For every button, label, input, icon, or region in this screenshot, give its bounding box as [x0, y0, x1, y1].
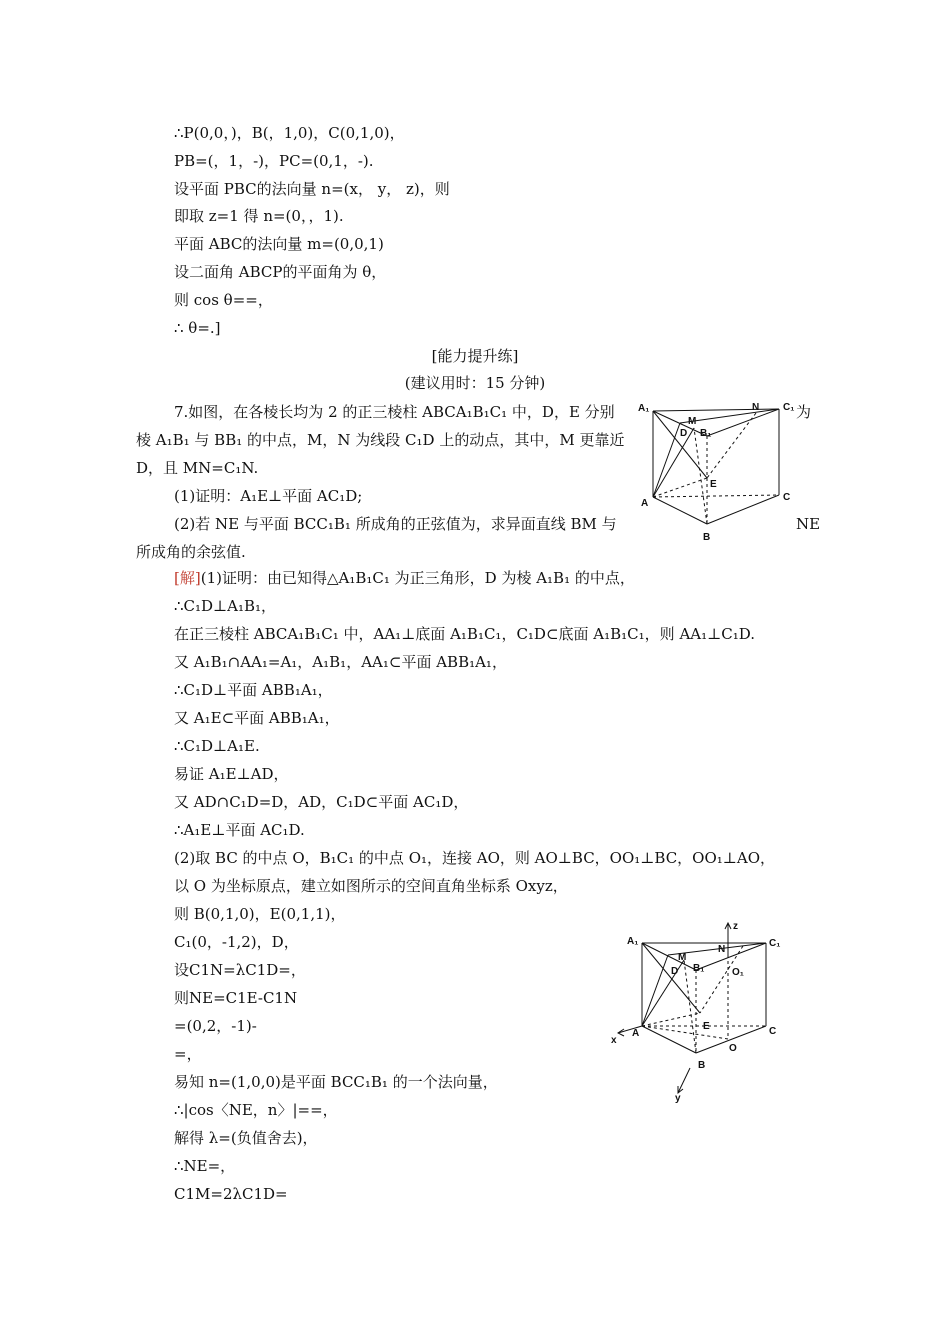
solution-line: (2)取 BC 的中点 O，B₁C₁ 的中点 O₁，连接 AO，则 AO⊥BC，OO₁⊥BC，OO₁⊥AO，: [174, 849, 776, 867]
solution-line: 易知 n=(1,0,0)是平面 BCC₁B₁ 的一个法向量，: [174, 1073, 498, 1091]
vertex-label: A: [632, 1028, 640, 1039]
solution-line: ∴C₁D⊥A₁E.: [174, 737, 260, 755]
vertex-label: C: [769, 1026, 777, 1037]
vertex-label: N: [752, 402, 760, 413]
vertex-label: O: [729, 1043, 737, 1054]
prism-figure: [636, 398, 796, 548]
vertex-label: E: [710, 479, 717, 490]
vertex-label: O₁: [732, 967, 744, 978]
vertex-label: N: [718, 944, 726, 955]
solution-line: ∴|cos〈NE，n〉|==，: [174, 1101, 338, 1119]
solution-line: ∴C₁D⊥平面 ABB₁A₁，: [174, 681, 333, 699]
text-line: ∴ θ=.]: [174, 319, 221, 337]
vertex-label: M: [678, 952, 687, 963]
coordinate-prism-figure: [608, 915, 788, 1103]
solution-line: 在正三棱柱 ABCA₁B₁C₁ 中，AA₁⊥底面 A₁B₁C₁，C₁D⊂底面 A₁B₁C₁，则 AA₁⊥C₁D.: [174, 625, 755, 643]
problem-aside: NE: [796, 515, 821, 533]
solution-line: 以 O 为坐标原点，建立如图所示的空间直角坐标系 Oxyz，: [174, 877, 568, 895]
text-line: 则 cos θ==，: [174, 291, 273, 309]
vertex-label: M: [688, 416, 697, 427]
vertex-label: E: [703, 1021, 710, 1032]
problem-line: (1)证明：A₁E⊥平面 AC₁D;: [174, 487, 363, 505]
section-time: (建议用时：15 分钟): [404, 374, 546, 392]
vertex-label: D: [680, 428, 688, 439]
solution-line: =(0,2，-1)-: [174, 1017, 257, 1035]
solution-first-line: [174, 568, 635, 588]
vertex-label: A₁: [638, 403, 650, 414]
axis-label: x: [611, 1035, 617, 1046]
vertex-label: C₁: [783, 402, 795, 413]
text-line: ∴P(0,0，)，B(，1,0)，C(0,1,0)，: [174, 124, 405, 142]
solution-line: 又 A₁E⊂平面 ABB₁A₁，: [174, 709, 340, 727]
text-line: 平面 ABC的法向量 m=(0,0,1): [174, 235, 384, 253]
problem-line: 棱 A₁B₁ 与 BB₁ 的中点，M，N 为线段 C₁D 上的动点，其中，M 更靠近: [136, 431, 625, 449]
solution-tag: [解]: [174, 569, 201, 587]
text-line: 设二面角 ABCP的平面角为 θ，: [174, 263, 387, 281]
text-line: 设平面 PBC的法向量 n=(x， y， z)，则: [174, 180, 450, 198]
solution-line: 又 A₁B₁∩AA₁=A₁，A₁B₁，AA₁⊂平面 ABB₁A₁，: [174, 653, 507, 671]
axis-label: z: [733, 921, 738, 932]
vertex-label: A: [641, 498, 649, 509]
solution-line: 设C1N=λC1D=，: [174, 961, 306, 979]
section-title: [能力提升练]: [431, 347, 519, 365]
solution-line: ∴NE=，: [174, 1157, 236, 1175]
problem-line: 所成角的余弦值.: [136, 543, 246, 561]
axis-label: y: [675, 1093, 681, 1103]
problem-line: (2)若 NE 与平面 BCC₁B₁ 所成角的正弦值为，求异面直线 BM 与: [174, 515, 617, 533]
solution-text: (1)证明：由已知得△A₁B₁C₁ 为正三角形，D 为棱 A₁B₁ 的中点，: [200, 569, 635, 587]
vertex-label: C: [783, 492, 791, 503]
problem-line: D，且 MN=C₁N.: [136, 459, 259, 477]
solution-line: ∴A₁E⊥平面 AC₁D.: [174, 821, 305, 839]
vertex-label: B: [698, 1060, 706, 1071]
solution-line: 又 AD∩C₁D=D，AD，C₁D⊂平面 AC₁D，: [174, 793, 469, 811]
vertex-label: B₁: [700, 428, 712, 439]
problem-aside: 为: [796, 403, 812, 421]
solution-line: 易证 A₁E⊥AD，: [174, 765, 289, 783]
text-line: 即取 z=1 得 n=(0，，1).: [174, 207, 344, 225]
solution-line: 解得 λ=(负值舍去)，: [174, 1129, 318, 1147]
vertex-label: C₁: [769, 938, 781, 949]
vertex-label: A₁: [627, 936, 639, 947]
vertex-label: D: [671, 966, 679, 977]
text-line: PB=(，1，-)，PC=(0,1，-).: [174, 152, 374, 170]
solution-line: ∴C₁D⊥A₁B₁，: [174, 597, 277, 615]
vertex-label: B: [703, 532, 711, 543]
vertex-label: B₁: [693, 963, 705, 974]
solution-line: C₁(0，-1,2)，D，: [174, 933, 299, 951]
solution-line: 则NE=C1E-C1N: [174, 989, 298, 1007]
solution-line: =，: [174, 1045, 202, 1063]
problem-line: 7.如图，在各棱长均为 2 的正三棱柱 ABCA₁B₁C₁ 中，D，E 分别: [174, 403, 615, 421]
solution-line: C1M=2λC1D=: [174, 1185, 288, 1203]
solution-line: 则 B(0,1,0)，E(0,1,1)，: [174, 905, 346, 923]
